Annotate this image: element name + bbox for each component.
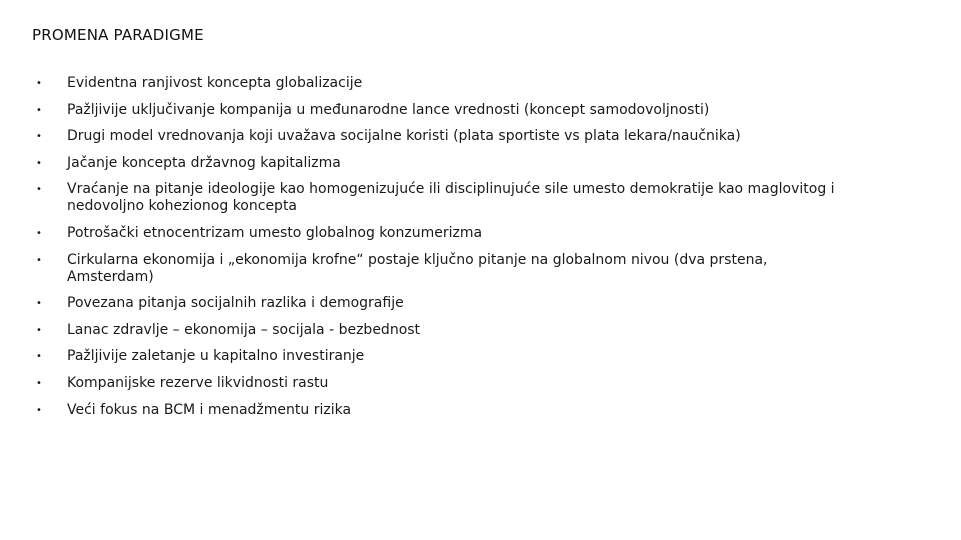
list-item <box>36 375 836 392</box>
bullet-icon: • <box>36 78 42 89</box>
list-item-text: Drugi model vrednovanja koji uvažava socijalne koristi (plata sportiste vs plata lekara/naučnika) <box>67 128 741 145</box>
bullet-icon: • <box>36 131 42 143</box>
bullet-icon: • <box>36 298 42 310</box>
bullet-icon: • <box>36 377 42 389</box>
bullet-icon: • <box>36 404 42 416</box>
bullet-icon: • <box>36 227 42 239</box>
list-item <box>36 102 836 119</box>
list-item-text: Cirkularna ekonomija i „ekonomija krofne“ postaje ključno pitanje na globalnom nivou (dva prstena, Amsterdam) <box>67 251 768 285</box>
list-item-text: Kompanijske rezerve likvidnosti rastu <box>67 374 329 391</box>
list-item <box>36 322 836 339</box>
bullet-icon: • <box>36 324 42 336</box>
slide-title: PROMENA PARADIGME <box>32 26 204 44</box>
bullet-icon: • <box>36 184 42 196</box>
bullet-icon: • <box>36 157 42 169</box>
list-item-text: Lanac zdravlje – ekonomija – socijala - bezbednost <box>67 321 421 338</box>
list-item-text: Evidentna ranjivost koncepta globalizacije <box>67 75 363 91</box>
list-item-text: Vraćanje na pitanje ideologije kao homogenizujuće ili disciplinujuće sile umesto demokratije kao maglovitog i nedovoljno kohezionog koncepta <box>67 181 835 215</box>
list-item <box>36 225 836 242</box>
list-item-text: Pažljivije uključivanje kompanija u međunarodne lance vrednosti (koncept samodovoljnosti) <box>67 101 710 118</box>
list-item-text: Potrošački etnocentrizam umesto globalnog konzumerizma <box>67 224 483 241</box>
bullet-list <box>36 75 836 428</box>
list-item-text: Veći fokus na BCM i menadžmentu rizika <box>67 401 352 418</box>
bullet-icon: • <box>36 104 42 116</box>
list-item <box>36 181 836 215</box>
list-item <box>36 252 836 286</box>
list-item-text: Povezana pitanja socijalnih razlika i demografije <box>67 295 404 312</box>
list-item <box>36 348 836 365</box>
list-item-text: Pažljivije zaletanje u kapitalno investiranje <box>67 348 365 365</box>
bullet-icon: • <box>36 254 42 266</box>
list-item <box>36 295 836 312</box>
list-item <box>36 402 836 419</box>
list-item <box>36 75 836 92</box>
list-item <box>36 155 836 172</box>
list-item-text: Jačanje koncepta državnog kapitalizma <box>67 154 341 171</box>
list-item <box>36 128 836 145</box>
bullet-icon: • <box>36 351 42 363</box>
